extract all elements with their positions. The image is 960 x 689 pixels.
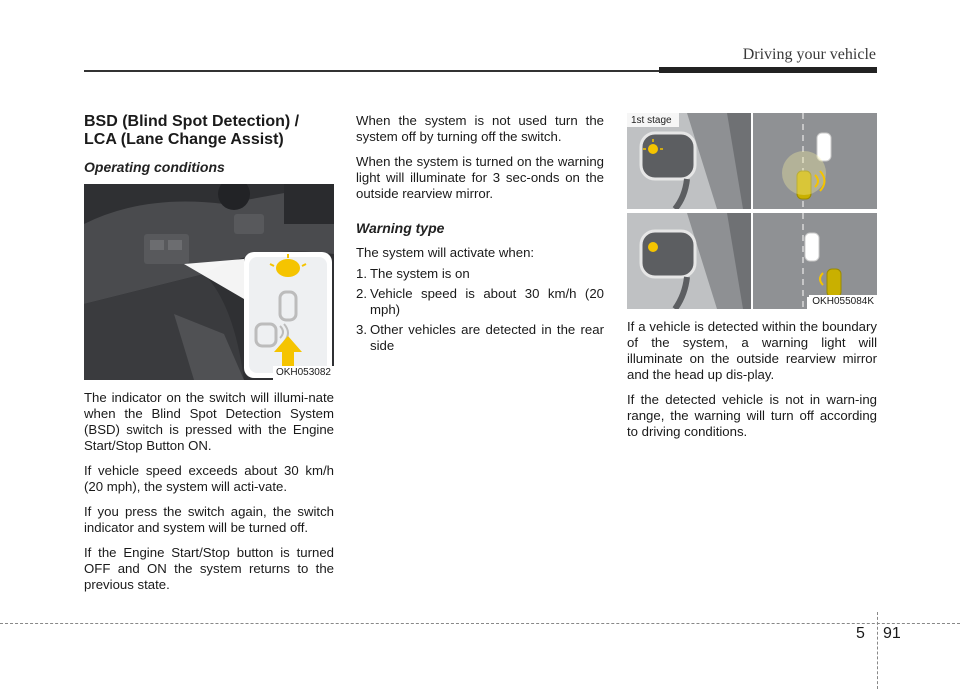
- header-rule-accent: [659, 67, 877, 73]
- footer-dashed-line: [0, 623, 960, 624]
- chapter-number: 5: [856, 625, 865, 642]
- figure-code: OKH053082: [273, 366, 334, 380]
- list-text: Other vehicles are detected in the rear side: [370, 322, 604, 353]
- paragraph: If the Engine Start/Stop button is turned OFF and ON the system returns to the previous state.: [84, 545, 334, 592]
- list-item: [356, 286, 604, 318]
- list-text: Vehicle speed is about 30 km/h (20 mph): [370, 286, 604, 317]
- paragraph: When the system is turned on the warning light will illuminate for 3 sec-onds on the outside rearview mirror.: [356, 154, 604, 201]
- list-number: 2.: [356, 286, 367, 301]
- list-item: [356, 266, 604, 282]
- list-number: 1.: [356, 266, 367, 281]
- dashboard-illustration: [84, 184, 334, 380]
- paragraph: If a vehicle is detected within the boundary of the system, a warning light will illuminate on the outside rearview mirror and the head up dis-play.: [627, 319, 877, 382]
- paragraph: If you press the switch again, the switch indicator and system will be turned off.: [84, 504, 334, 535]
- numbered-list: [356, 266, 604, 354]
- warning-stage-figure: [627, 113, 877, 309]
- paragraph: If vehicle speed exceeds about 30 km/h (20 mph), the system will acti-vate.: [84, 463, 334, 494]
- section-heading: BSD (Blind Spot Detection) / LCA (Lane Change Assist): [84, 113, 300, 148]
- footer-dashed-divider: [877, 612, 878, 689]
- list-intro: The system will activate when:: [356, 245, 535, 260]
- list-number: 3.: [356, 322, 367, 337]
- column-1: [84, 113, 334, 602]
- list-text: The system is on: [370, 266, 470, 281]
- paragraph: If the detected vehicle is not in warn-ing range, the warning will turn off according to driving conditions.: [627, 392, 877, 439]
- paragraph: When the system is not used turn the system off by turning off the switch.: [356, 113, 604, 144]
- mirror-warning-illustration: [627, 113, 877, 309]
- paragraph: The indicator on the switch will illumi-nate when the Blind Spot Detection System (BSD) switch is pressed with the Engine Start/Stop Button ON.: [84, 390, 334, 453]
- list-item: [356, 322, 604, 354]
- stage-label: 1st stage: [631, 115, 672, 126]
- column-3: [627, 113, 877, 449]
- figure-code: OKH055084K: [809, 295, 877, 309]
- bsd-switch-figure: [84, 184, 334, 380]
- header-rule: [84, 70, 659, 72]
- column-2: [356, 113, 604, 363]
- subheading-operating-conditions: Operating conditions: [84, 159, 225, 175]
- subheading-warning-type: Warning type: [356, 220, 445, 236]
- page-number: 91: [883, 625, 901, 642]
- section-title: Driving your vehicle: [742, 46, 876, 63]
